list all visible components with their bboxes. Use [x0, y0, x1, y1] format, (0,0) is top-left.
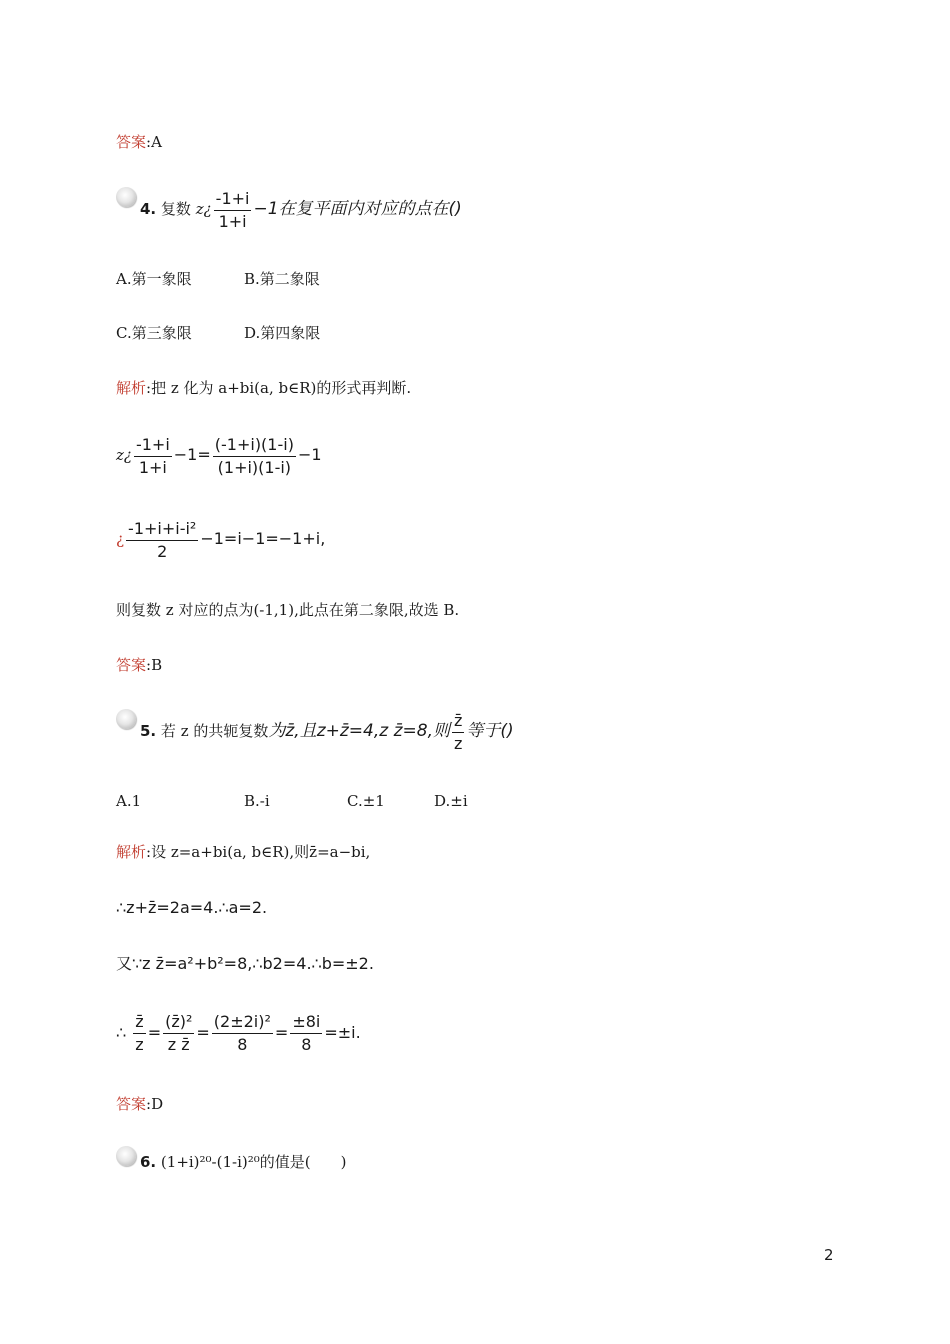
option-b: B.-i	[244, 792, 270, 810]
fraction: $\frac{z̄}{z}$	[135, 1012, 144, 1054]
answer-label: 答案	[116, 1095, 147, 1113]
question-marker-icon	[116, 187, 136, 207]
question-text: (1+i)²⁰-(1-i)²⁰的值是( )	[160, 1153, 347, 1171]
solution-label: 解析	[116, 843, 147, 861]
z-symbol: z¿	[195, 200, 212, 218]
solution-4-step-1: z¿ $\frac{-1+i}{1+i}$ −1= $\frac{(-1+i)(1-i)}{(1+i)(1-i)}$ −1	[116, 434, 322, 477]
solution-text: :设 z=a+bi(a, b∈R),则z̄=a−bi,	[146, 843, 371, 861]
solution-5-step-3: ∴ $\frac{z̄}{z}$ = $\frac{\text{(z̄)²}}{\text{z z̄}}$ = $\frac{\text{(2±2i)²}}{8}$ = $\frac{\pm 8i}{8}$ =±i.	[116, 1012, 361, 1054]
solution-5-step-2: 又∵z z̄=a²+b²=8,∴b2=4.∴b=±2.	[116, 954, 374, 973]
answer-4: 答案:B	[116, 656, 163, 674]
question-4	[140, 186, 462, 232]
fraction: $\frac{-1+i}{1+i}$	[135, 434, 170, 477]
question-6	[140, 1152, 346, 1172]
solution-4-step-2: ¿ $\frac{\text{-1+i+i-i²}}{2}$ −1=i−1=−1+i,	[116, 518, 326, 561]
answer-value: A	[151, 133, 162, 151]
options-row	[116, 791, 468, 811]
question-5: 5. 若 z 的共轭复数为z̄,且z+z̄=4,z z̄=8,则 $\frac{z̄}{z}$ 等于()	[140, 710, 514, 753]
fraction: $\frac{\text{-1+i+i-i²}}{2}$	[128, 518, 197, 561]
answer-3: 答案:A	[116, 133, 162, 151]
option-a: A.1	[116, 792, 142, 810]
answer-5: 答案:D	[116, 1095, 164, 1113]
option-c: C.第三象限	[116, 324, 192, 342]
answer-label: 答案	[116, 133, 147, 151]
option-d: D.±i	[434, 792, 468, 810]
question-marker-icon	[116, 1146, 136, 1166]
page-number: 2	[824, 1246, 834, 1264]
answer-label: 答案	[116, 656, 147, 674]
solution-label: 解析	[116, 379, 147, 397]
question-number: 5.	[140, 722, 157, 740]
fraction: $\frac{-1+i}{1+i}$	[215, 188, 250, 231]
question-prefix: 若 z 的共轭复数	[160, 722, 269, 740]
options-row-2	[116, 323, 320, 343]
option-c: C.±1	[347, 792, 385, 810]
solution-5-step-1: ∴z+z̄=2a=4.∴a=2.	[116, 898, 268, 917]
solution-4-conclusion: 则复数 z 对应的点为(-1,1),此点在第二象限,故选 B.	[116, 601, 460, 619]
fraction: $\frac{\pm 8i}{8}$	[292, 1012, 321, 1054]
option-d: D.第四象限	[244, 324, 321, 342]
answer-value: D	[151, 1095, 164, 1113]
question-number: 4.	[140, 200, 157, 218]
option-b: B.第二象限	[244, 270, 320, 288]
fraction: $\frac{(-1+i)(1-i)}{(1+i)(1-i)}$	[214, 434, 294, 477]
solution-text: :把 z 化为 a+bi(a, b∈R)的形式再判断.	[146, 379, 412, 397]
question-number: 6.	[140, 1153, 157, 1171]
answer-value: B	[151, 656, 163, 674]
options-row-1	[116, 269, 320, 289]
question-suffix: −1在复平面内对应的点在()	[253, 199, 462, 219]
question-prefix: 复数	[160, 200, 191, 218]
fraction: $\frac{\text{(z̄)²}}{\text{z z̄}}$	[165, 1012, 193, 1054]
option-a: A.第一象限	[116, 270, 192, 288]
question-marker-icon	[116, 709, 136, 729]
solution-5-intro	[116, 842, 370, 862]
fraction: $\frac{\text{(2±2i)²}}{8}$	[213, 1012, 271, 1054]
fraction: $\frac{z̄}{z}$	[453, 710, 463, 753]
solution-4-intro	[116, 378, 411, 398]
